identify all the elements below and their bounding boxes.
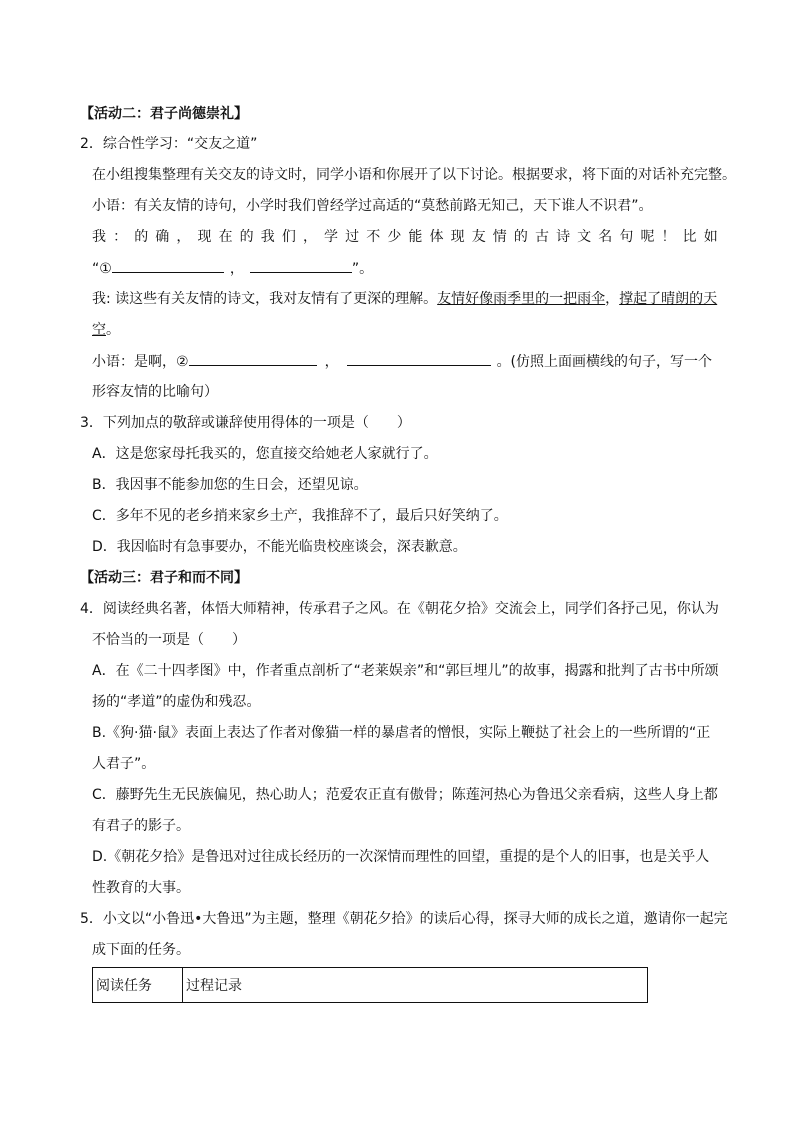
q2-wo1-char: 我 bbox=[260, 229, 275, 245]
q2-wo1-char: 确 bbox=[155, 229, 170, 245]
q4-title-line2: 不恰当的一项是（ ） bbox=[92, 632, 246, 648]
q2-blank1-line bbox=[92, 258, 373, 279]
q2-wo2-comma: ， bbox=[605, 291, 620, 307]
q2-blank1-comma: ， bbox=[229, 261, 244, 277]
answer-blank-2b[interactable] bbox=[347, 351, 491, 366]
q2-wo1-char: 能 bbox=[408, 229, 423, 245]
q2-intro: 在小组搜集整理有关交友的诗文时，同学小语和你展开了以下讨论。根据要求，将下面的对话补充完整。 bbox=[92, 167, 736, 183]
q2-wo1-char: 文 bbox=[577, 229, 592, 245]
q2-wo1-char: 呢 bbox=[640, 229, 655, 245]
q2-wo1-char: 比 bbox=[682, 229, 697, 245]
q2-wo1-char: ！ bbox=[661, 229, 676, 245]
q2-wo1-char: 古 bbox=[534, 229, 549, 245]
q2-wo-line2-cont bbox=[92, 320, 120, 340]
q2-wo1-char: 句 bbox=[619, 229, 634, 245]
q2-wo2-underlined-2: 撑起了晴朗的天 bbox=[619, 291, 718, 307]
q4-option-b-line2: 人君子”。 bbox=[92, 756, 156, 772]
table-header-task: 阅读任务 bbox=[93, 968, 183, 1003]
table-header-record: 过程记录 bbox=[183, 968, 648, 1003]
q4-option-c-line2: 有君子的影子。 bbox=[92, 818, 190, 834]
activity3-heading: 【活动三：君子和而不同】 bbox=[80, 570, 248, 586]
activity2-heading: 【活动二：君子尚德崇礼】 bbox=[80, 106, 248, 122]
q2-wo1-char: 过 bbox=[345, 229, 360, 245]
q2-wo1-char: 不 bbox=[366, 229, 381, 245]
q2-xiaoyu2-comma: ， bbox=[324, 354, 339, 370]
q4-option-a-line2: 扬的“孝道”的虚伪和残忍。 bbox=[92, 694, 261, 710]
q2-wo1-char: 少 bbox=[387, 229, 402, 245]
reading-task-table bbox=[92, 967, 648, 1003]
q2-wo1-char: ， bbox=[176, 229, 191, 245]
q4-option-d-line2: 性教育的大事。 bbox=[92, 880, 190, 896]
answer-blank-2a[interactable] bbox=[189, 351, 317, 366]
q2-xiaoyu2-prefix: 小语：是啊，② bbox=[92, 354, 189, 370]
q4-option-c-line1: C．藤野先生无民族偏见，热心助人；范爱农正直有傲骨；陈莲河热心为鲁迅父亲看病，这些人身上都 bbox=[92, 787, 718, 803]
q2-wo2-underlined-cont: 空 bbox=[92, 322, 106, 338]
q2-wo1-char: 们 bbox=[281, 229, 296, 245]
q2-wo1-char: 情 bbox=[492, 229, 507, 245]
answer-blank-1b[interactable] bbox=[250, 258, 352, 273]
q2-wo1-char: 学 bbox=[324, 229, 339, 245]
q2-xiaoyu2-suffix: 。(仿照上面画横线的句子，写一个 bbox=[496, 354, 713, 370]
q2-wo1-char: 友 bbox=[471, 229, 486, 245]
q2-wo1-char: 的 bbox=[239, 229, 254, 245]
q3-option-b: B．我因事不能参加您的生日会，还望见谅。 bbox=[92, 477, 368, 493]
q2-wo1-char: 现 bbox=[450, 229, 465, 245]
q2-wo1-char: 诗 bbox=[556, 229, 571, 245]
q2-wo2-underlined-1: 友情好像雨季里的一把雨伞 bbox=[437, 291, 606, 307]
q2-wo1-char: 的 bbox=[134, 229, 149, 245]
q4-option-b-line1: B.《狗·猫·鼠》表面上表达了作者对像猫一样的暴虐者的憎恨，实际上鞭挞了社会上的一些所谓的“正 bbox=[92, 725, 711, 741]
q3-title: 3．下列加点的敬辞或谦辞使用得体的一项是（ ） bbox=[80, 415, 411, 431]
q2-blank1-close: ”。 bbox=[351, 261, 374, 277]
q2-wo-line2 bbox=[92, 289, 717, 309]
q2-wo2-end: 。 bbox=[106, 322, 120, 338]
q2-wo1-char: 的 bbox=[513, 229, 528, 245]
q2-wo1-char: ， bbox=[302, 229, 317, 245]
q4-option-a-line1: A．在《二十四孝图》中，作者重点剖析了“老莱娱亲”和“郭巨埋儿”的故事，揭露和批判了古书中所颂 bbox=[92, 663, 719, 679]
q2-xiaoyu-line2 bbox=[92, 351, 712, 372]
q2-xiaoyu-line2-cont: 形容友情的比喻句） bbox=[92, 384, 218, 400]
q3-option-d: D．我因临时有急事要办，不能光临贵校座谈会，深表歉意。 bbox=[92, 539, 467, 555]
q2-blank1-open: “① bbox=[92, 261, 112, 277]
q4-option-d-line1: D.《朝花夕拾》是鲁迅对过往成长经历的一次深情而理性的回望，重提的是个人的旧事，也是关乎人 bbox=[92, 849, 710, 865]
q2-wo1-char: 在 bbox=[218, 229, 233, 245]
q2-wo2-prefix: 我: 读这些有关友情的诗文，我对友情有了更深的理解。 bbox=[92, 291, 438, 307]
answer-blank-1a[interactable] bbox=[112, 258, 224, 273]
q2-wo1-char: 如 bbox=[703, 229, 718, 245]
q5-title-line2: 成下面的任务。 bbox=[92, 942, 190, 958]
q2-wo1-char: ： bbox=[113, 229, 128, 245]
q2-wo-line1 bbox=[92, 227, 718, 247]
table-header-row bbox=[93, 968, 648, 1003]
q2-wo1-char: 体 bbox=[429, 229, 444, 245]
q2-wo1-char: 名 bbox=[598, 229, 613, 245]
q3-option-c: C．多年不见的老乡捎来家乡土产，我推辞不了，最后只好笑纳了。 bbox=[92, 508, 508, 524]
q4-title-line1: 4．阅读经典名著，体悟大师精神，传承君子之风。在《朝花夕拾》交流会上，同学们各抒己见，你认为 bbox=[80, 601, 719, 617]
q5-title-line1: 5．小文以“小鲁迅•大鲁迅”为主题，整理《朝花夕拾》的读后心得，探寻大师的成长之道，邀请你一起完 bbox=[80, 911, 728, 927]
q3-option-a: A．这是您家母托我买的，您直接交给她老人家就行了。 bbox=[92, 446, 438, 462]
q2-wo1-char: 现 bbox=[197, 229, 212, 245]
q2-xiaoyu-line1: 小语：有关友情的诗句，小学时我们曾经学过高适的“莫愁前路无知己，天下谁人不识君”。 bbox=[92, 198, 653, 214]
q2-wo1-char: 我 bbox=[92, 229, 106, 245]
q2-title: 2．综合性学习：“交友之道” bbox=[80, 136, 258, 152]
